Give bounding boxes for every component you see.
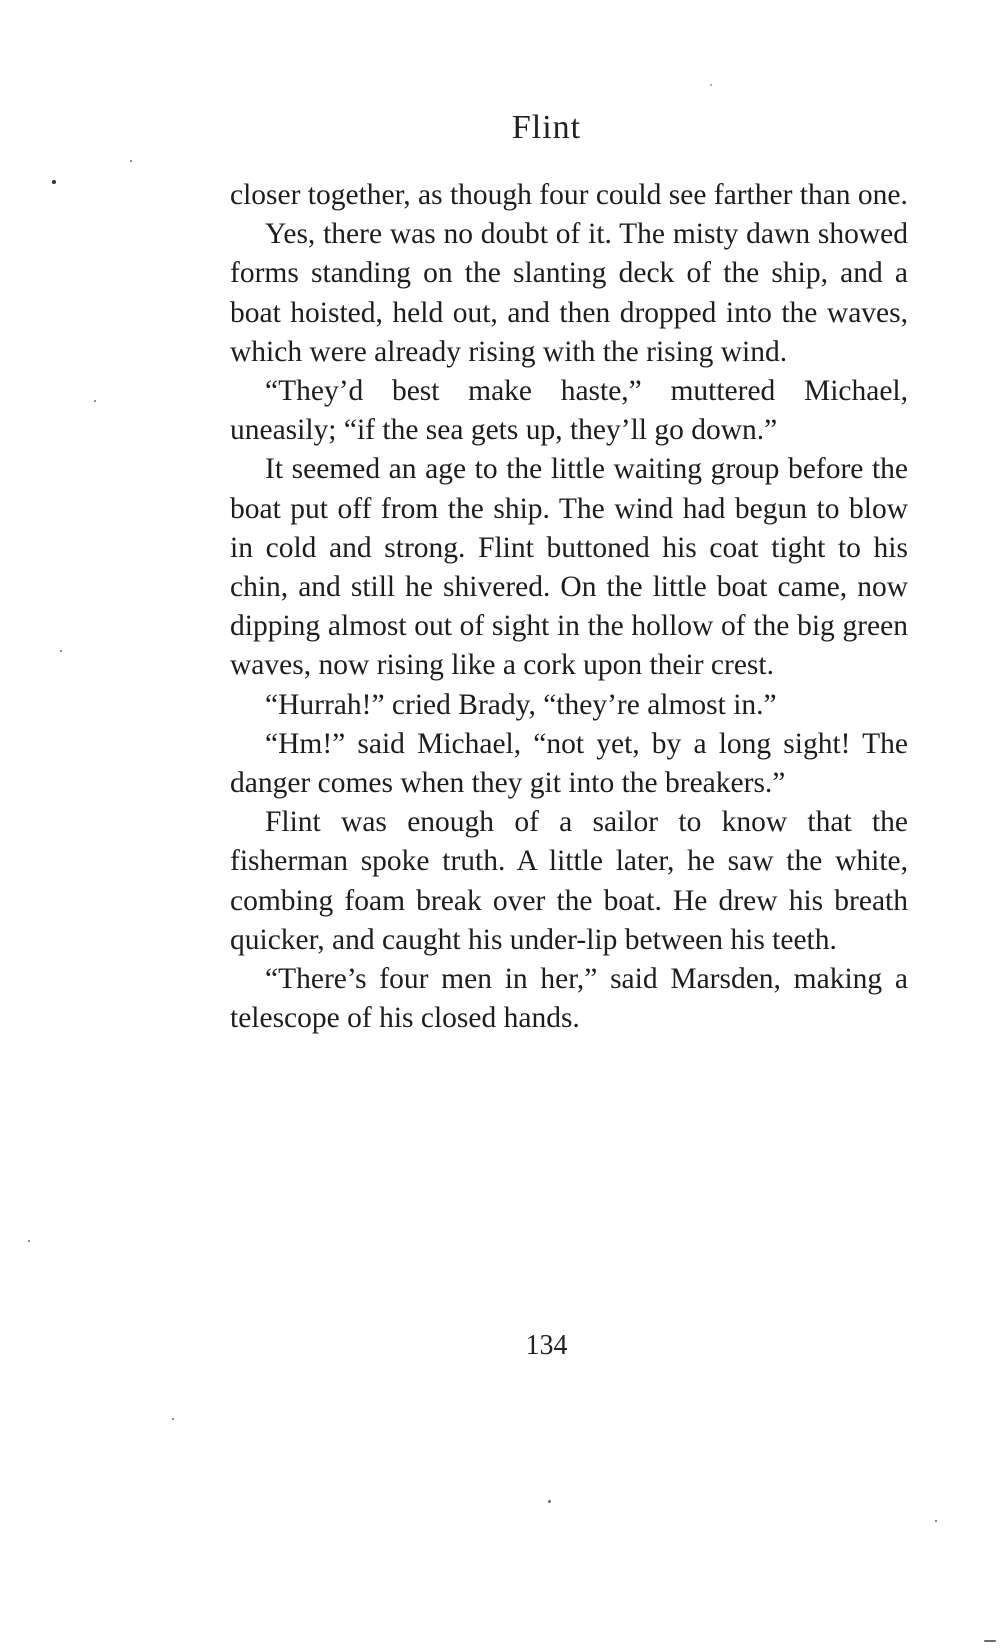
paragraph: “Hm!” said Michael, “not yet, by a long sight! The danger comes when they git into the breakers.”	[230, 727, 908, 800]
scan-speck	[52, 180, 56, 184]
paragraph: Yes, there was no doubt of it. The misty dawn showed forms standing on the slanting deck of the ship, and a boat hoisted, held out, and then dropped into the waves, which were already rising with the rising wind.	[230, 218, 908, 368]
scan-speck	[984, 1640, 996, 1642]
body-text	[230, 176, 908, 1038]
scan-speck	[94, 400, 96, 402]
scan-speck	[935, 1520, 937, 1522]
scan-speck	[28, 1240, 30, 1242]
page-number: 134	[525, 1330, 568, 1361]
paragraph: “They’d best make haste,” muttered Michael, uneasily; “if the sea gets up, they’ll go down.”	[230, 375, 908, 447]
paragraph: It seemed an age to the little waiting group before the boat put off from the ship. The wind had begun to blow in cold and strong. Flint buttoned his coat tight to his chin, and still he shivered. On the little boat came, now dipping almost out of sight in the hollow of the big green waves, now rising like a cork upon their crest.	[230, 453, 908, 682]
scan-speck	[172, 1418, 174, 1420]
paragraph-continued: closer together, as though four could see farther than one.	[230, 179, 908, 211]
running-head: Flint	[511, 109, 582, 146]
scan-speck	[130, 160, 132, 162]
paragraph: Flint was enough of a sailor to know that the fisherman spoke truth. A little later, he saw the white, combing foam break over the boat. He drew his breath quicker, and caught his under-lip between his teeth.	[230, 806, 908, 956]
scan-speck	[60, 650, 62, 652]
paragraph: “Hurrah!” cried Brady, “they’re almost in.”	[265, 688, 777, 721]
paragraph: “There’s four men in her,” said Marsden, making a telescope of his closed hands.	[230, 963, 908, 1035]
scan-speck	[548, 1500, 551, 1503]
scan-speck	[710, 84, 712, 86]
